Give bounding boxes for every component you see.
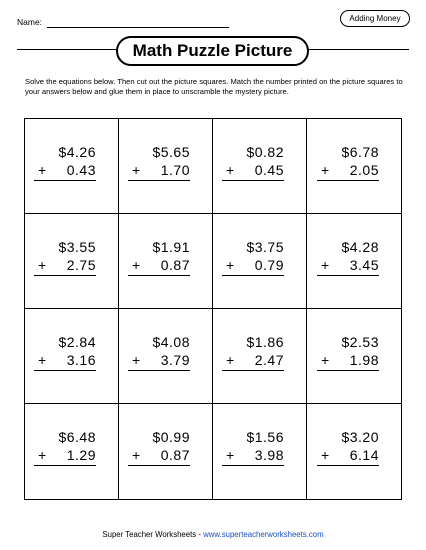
answer-line <box>222 370 284 371</box>
plus-sign: + <box>226 352 235 368</box>
addition-problem <box>38 238 96 276</box>
addition-problem <box>132 428 190 466</box>
problem-bottom-amount: 6.14 <box>349 447 379 463</box>
footer-separator: - <box>196 530 204 539</box>
problem-cell <box>25 214 119 309</box>
answer-line <box>222 180 284 181</box>
problem-second-line <box>38 351 96 369</box>
problem-top-amount: $1.86 <box>246 334 284 350</box>
problem-bottom-amount: 0.43 <box>66 162 96 178</box>
plus-sign: + <box>226 162 235 178</box>
addition-problem <box>132 238 190 276</box>
name-label: Name: <box>17 17 43 27</box>
problem-cell <box>25 119 119 214</box>
problem-top-amount: $3.55 <box>58 239 96 255</box>
footer <box>0 530 426 539</box>
problem-cell <box>119 404 213 499</box>
addition-problem <box>321 143 379 181</box>
name-row <box>17 17 42 27</box>
problem-cell <box>307 119 401 214</box>
problem-second-line <box>321 256 379 274</box>
problem-top-amount: $3.75 <box>246 239 284 255</box>
answer-line <box>317 370 379 371</box>
plus-sign: + <box>132 162 141 178</box>
plus-sign: + <box>226 447 235 463</box>
footer-site-name: Super Teacher Worksheets <box>102 530 197 539</box>
problem-bottom-amount: 3.45 <box>349 257 379 273</box>
problem-second-line <box>38 161 96 179</box>
problem-grid <box>24 118 402 500</box>
problem-top-amount: $0.99 <box>152 429 190 445</box>
addition-problem <box>38 333 96 371</box>
problem-cell <box>213 214 307 309</box>
problem-bottom-amount: 2.47 <box>254 352 284 368</box>
problem-top-amount: $0.82 <box>246 144 284 160</box>
problem-second-line <box>321 446 379 464</box>
answer-line <box>128 180 190 181</box>
problem-second-line <box>226 351 284 369</box>
instructions: Solve the equations below. Then cut out the picture squares. Match the number printed on the picture squares to your answers below and glue them in place to unscramble the mystery picture. <box>25 77 403 96</box>
answer-line <box>222 465 284 466</box>
problem-second-line <box>38 256 96 274</box>
problem-second-line <box>132 161 190 179</box>
problem-second-line <box>132 256 190 274</box>
problem-cell <box>307 404 401 499</box>
plus-sign: + <box>321 352 330 368</box>
problem-top-amount: $3.20 <box>341 429 379 445</box>
problem-cell <box>119 309 213 404</box>
answer-line <box>317 465 379 466</box>
problem-cell <box>307 309 401 404</box>
problem-bottom-amount: 3.16 <box>66 352 96 368</box>
plus-sign: + <box>132 257 141 273</box>
problem-cell <box>307 214 401 309</box>
answer-line <box>34 275 96 276</box>
problem-top-amount: $2.53 <box>341 334 379 350</box>
problem-bottom-amount: 3.79 <box>160 352 190 368</box>
problem-cell <box>119 214 213 309</box>
problem-cell <box>213 309 307 404</box>
plus-sign: + <box>321 447 330 463</box>
problem-second-line <box>132 351 190 369</box>
problem-bottom-amount: 2.05 <box>349 162 379 178</box>
addition-problem <box>321 428 379 466</box>
problem-cell <box>25 404 119 499</box>
page-title: Math Puzzle Picture <box>116 36 309 66</box>
answer-line <box>34 180 96 181</box>
plus-sign: + <box>38 352 47 368</box>
problem-top-amount: $6.78 <box>341 144 379 160</box>
answer-line <box>34 370 96 371</box>
problem-second-line <box>226 446 284 464</box>
plus-sign: + <box>321 257 330 273</box>
problem-second-line <box>321 351 379 369</box>
addition-problem <box>132 333 190 371</box>
problem-top-amount: $1.91 <box>152 239 190 255</box>
plus-sign: + <box>132 447 141 463</box>
answer-line <box>128 275 190 276</box>
footer-url-link[interactable]: www.superteacherworksheets.com <box>203 530 324 539</box>
problem-second-line <box>132 446 190 464</box>
problem-bottom-amount: 0.87 <box>160 447 190 463</box>
problem-cell <box>119 119 213 214</box>
addition-problem <box>38 143 96 181</box>
problem-top-amount: $5.65 <box>152 144 190 160</box>
problem-second-line <box>226 256 284 274</box>
addition-problem <box>226 333 284 371</box>
problem-top-amount: $1.56 <box>246 429 284 445</box>
addition-problem <box>226 238 284 276</box>
problem-bottom-amount: 0.79 <box>254 257 284 273</box>
answer-line <box>317 275 379 276</box>
problem-top-amount: $4.26 <box>58 144 96 160</box>
problem-bottom-amount: 1.98 <box>349 352 379 368</box>
problem-bottom-amount: 3.98 <box>254 447 284 463</box>
addition-problem <box>38 428 96 466</box>
answer-line <box>128 370 190 371</box>
plus-sign: + <box>321 162 330 178</box>
problem-cell <box>213 404 307 499</box>
problem-cell <box>213 119 307 214</box>
name-line[interactable] <box>47 27 229 28</box>
problem-top-amount: $2.84 <box>58 334 96 350</box>
plus-sign: + <box>38 447 47 463</box>
plus-sign: + <box>38 257 47 273</box>
plus-sign: + <box>226 257 235 273</box>
answer-line <box>222 275 284 276</box>
problem-bottom-amount: 0.87 <box>160 257 190 273</box>
addition-problem <box>226 143 284 181</box>
problem-second-line <box>226 161 284 179</box>
problem-bottom-amount: 0.45 <box>254 162 284 178</box>
problem-bottom-amount: 1.29 <box>66 447 96 463</box>
problem-cell <box>25 309 119 404</box>
addition-problem <box>226 428 284 466</box>
addition-problem <box>321 238 379 276</box>
answer-line <box>128 465 190 466</box>
plus-sign: + <box>132 352 141 368</box>
problem-second-line <box>38 446 96 464</box>
problem-top-amount: $4.08 <box>152 334 190 350</box>
problem-top-amount: $4.28 <box>341 239 379 255</box>
addition-problem <box>321 333 379 371</box>
answer-line <box>317 180 379 181</box>
problem-second-line <box>321 161 379 179</box>
problem-top-amount: $6.48 <box>58 429 96 445</box>
topic-badge: Adding Money <box>340 10 410 27</box>
answer-line <box>34 465 96 466</box>
plus-sign: + <box>38 162 47 178</box>
problem-bottom-amount: 2.75 <box>66 257 96 273</box>
problem-bottom-amount: 1.70 <box>160 162 190 178</box>
addition-problem <box>132 143 190 181</box>
